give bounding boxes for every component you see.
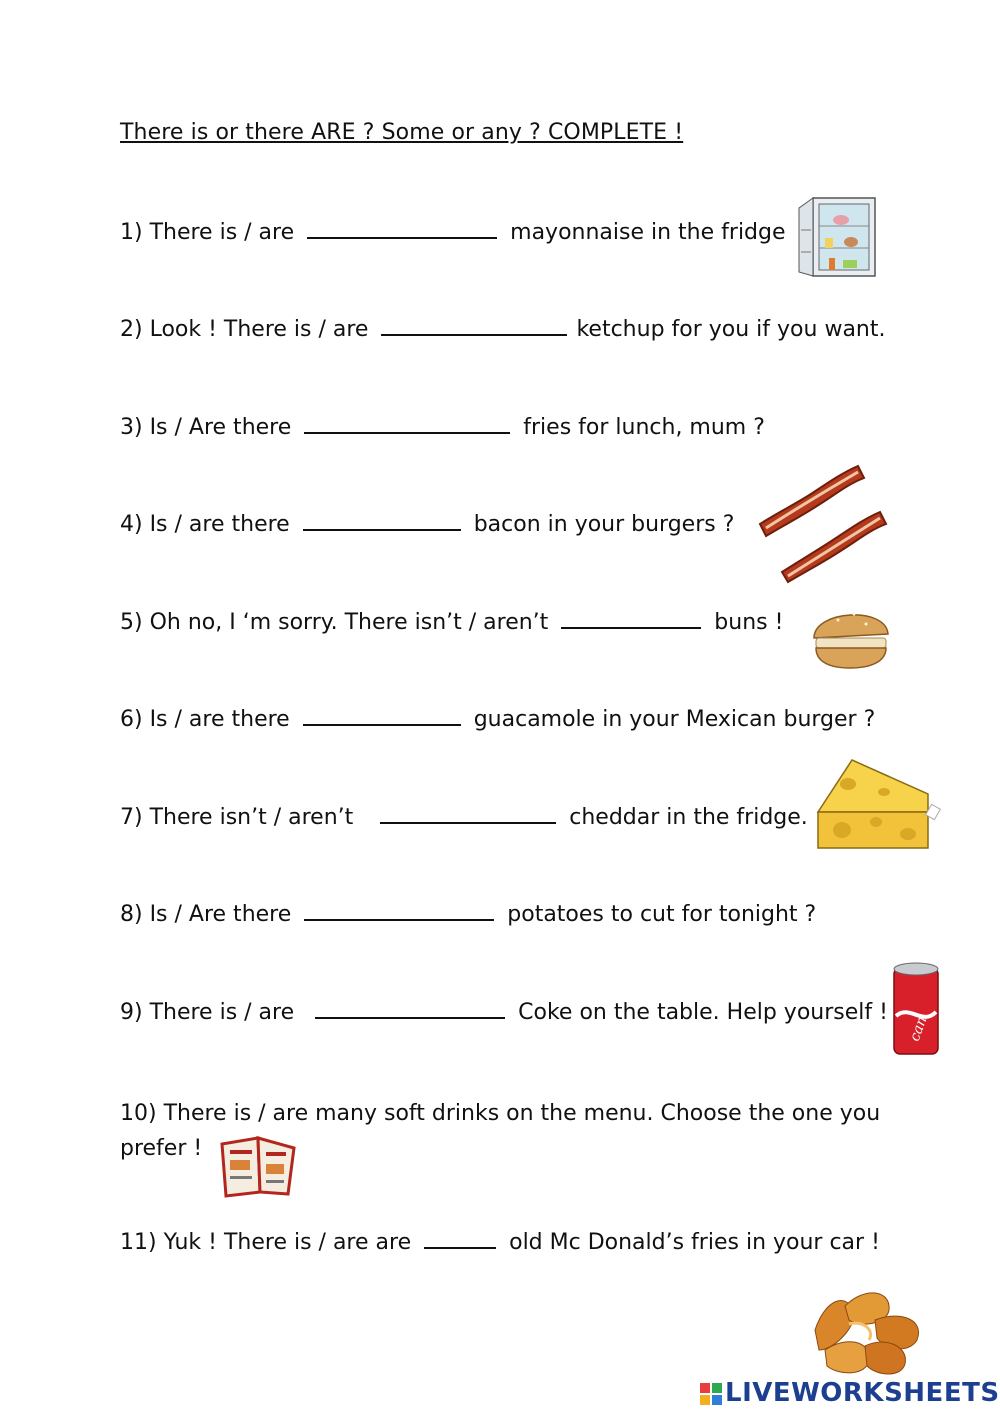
- answer-blank-7[interactable]: [380, 821, 556, 824]
- answer-blank-2[interactable]: [381, 333, 567, 336]
- cheese-icon: [812, 752, 942, 856]
- question-2-stem: 2) Look ! There is / are: [120, 317, 369, 342]
- question-7-stem: 7) There isn’t / aren’t: [120, 805, 354, 830]
- question-1-rest: mayonnaise in the fridge: [510, 220, 786, 245]
- question-4-stem: 4) Is / are there: [120, 512, 290, 537]
- question-6: [120, 707, 875, 732]
- answer-blank-11[interactable]: [424, 1246, 496, 1249]
- question-2: [120, 317, 886, 342]
- watermark-text: LIVEWORKSHEETS: [725, 1378, 1000, 1408]
- fries-icon: [805, 1280, 929, 1380]
- question-8: [120, 902, 816, 927]
- question-10: 10) There is / are many soft drinks on the menu. Choose the one you prefer !: [120, 1101, 881, 1161]
- question-5-rest: buns !: [714, 610, 784, 635]
- answer-blank-4[interactable]: [303, 528, 461, 531]
- question-3-rest: fries for lunch, mum ?: [523, 415, 765, 440]
- bun-icon: [808, 598, 892, 674]
- question-11: [120, 1230, 880, 1255]
- question-11-stem: 11) Yuk ! There is / are are: [120, 1230, 412, 1255]
- question-4: [120, 512, 734, 537]
- svg-text:can: can: [906, 1014, 931, 1044]
- answer-blank-3[interactable]: [304, 431, 510, 434]
- question-3: [120, 415, 765, 440]
- question-6-rest: guacamole in your Mexican burger ?: [473, 707, 876, 732]
- coke-can-icon: [890, 960, 942, 1060]
- menu-icon: [214, 1134, 302, 1198]
- question-5: [120, 610, 783, 635]
- answer-blank-9[interactable]: [315, 1016, 505, 1019]
- question-1-stem: 1) There is / are: [120, 220, 295, 245]
- question-8-stem: 8) Is / Are there: [120, 902, 292, 927]
- question-7-rest: cheddar in the fridge.: [569, 805, 808, 830]
- question-5-stem: 5) Oh no, I ‘m sorry. There isn’t / aren’t: [120, 610, 549, 635]
- answer-blank-6[interactable]: [303, 723, 461, 726]
- worksheet-title: There is or there ARE ? Some or any ? COMPLETE !: [120, 120, 684, 145]
- question-9: [120, 1000, 888, 1025]
- question-9-stem: 9) There is / are: [120, 1000, 295, 1025]
- question-11-rest: old Mc Donald’s fries in your car !: [509, 1230, 880, 1255]
- answer-blank-5[interactable]: [561, 626, 701, 629]
- question-8-rest: potatoes to cut for tonight ?: [507, 902, 817, 927]
- liveworksheets-badge-icon: [700, 1383, 722, 1405]
- bacon-icon: [752, 462, 892, 588]
- answer-blank-8[interactable]: [304, 918, 494, 921]
- fridge-icon: [795, 192, 881, 280]
- question-6-stem: 6) Is / are there: [120, 707, 290, 732]
- question-7: [120, 805, 808, 830]
- question-9-rest: Coke on the table. Help yourself !: [518, 1000, 888, 1025]
- answer-blank-1[interactable]: [307, 236, 497, 239]
- question-3-stem: 3) Is / Are there: [120, 415, 292, 440]
- liveworksheets-logo: [700, 1378, 1000, 1408]
- question-1: [120, 220, 786, 245]
- question-4-rest: bacon in your burgers ?: [473, 512, 735, 537]
- question-2-rest: ketchup for you if you want.: [576, 317, 886, 342]
